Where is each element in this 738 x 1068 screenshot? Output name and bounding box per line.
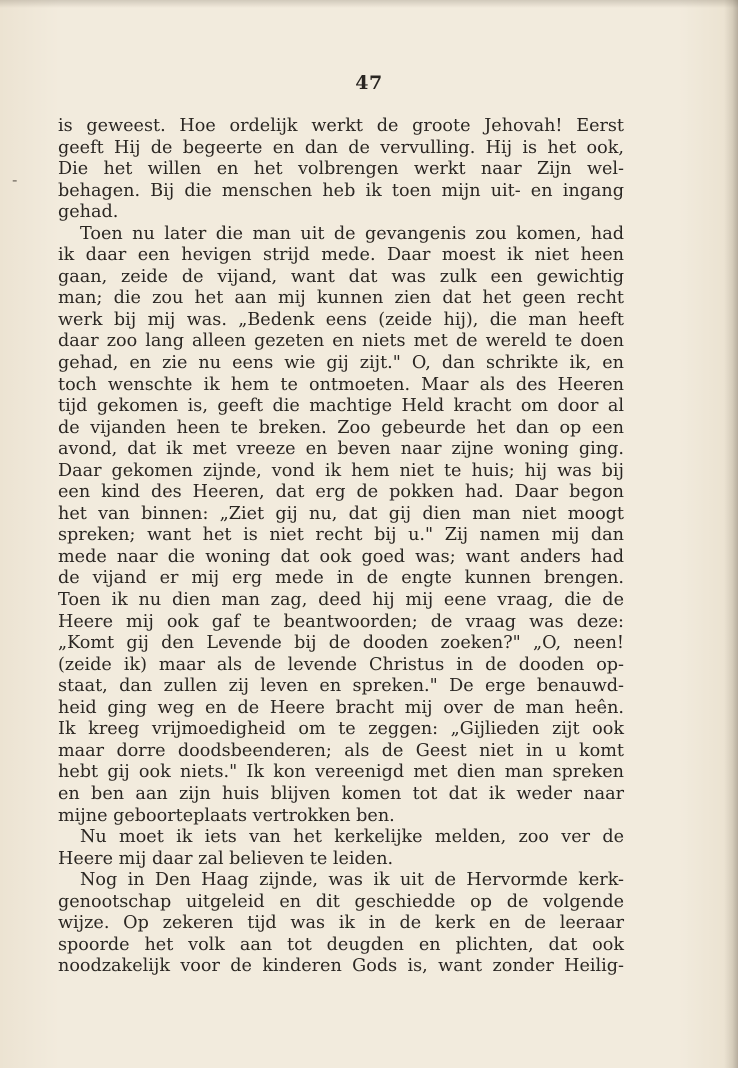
page-top-shadow xyxy=(0,0,738,8)
text-line: werk bij mij was. „Bedenk eens (zeide hij), die man heeft xyxy=(58,309,624,330)
text-line: Ik kreeg vrijmoedigheid om te zeggen: „Gijlieden zijt ook xyxy=(58,719,624,740)
text-line: Nog in Den Haag zijnde, was ik uit de Hervormde kerk- xyxy=(80,870,624,891)
text-line: het van binnen: „Ziet gij nu, dat gij dien man niet moogt xyxy=(58,503,624,524)
text-line: noodzakelijk voor de kinderen Gods is, want zonder Heilig- xyxy=(58,956,624,977)
text-line: genootschap uitgeleid en dit geschiedde op de volgende xyxy=(58,891,624,912)
text-line: Heere mij ook gaf te beantwoorden; de vraag was deze: xyxy=(58,611,624,632)
text-line: man; die zou het aan mij kunnen zien dat het geen recht xyxy=(58,288,624,309)
text-line: staat, dan zullen zij leven en spreken." De erge benauwd- xyxy=(58,676,624,697)
text-line: en ben aan zijn huis blijven komen tot dat ik weder naar xyxy=(58,783,624,804)
text-line: hebt gij ook niets." Ik kon vereenigd met dien man spreken xyxy=(58,762,624,783)
text-line: mijne geboorteplaats vertrokken ben. xyxy=(58,805,395,826)
text-line: gaan, zeide de vijand, want dat was zulk een gewichtig xyxy=(58,266,624,287)
text-line: „Komt gij den Levende bij de dooden zoeken?" „O, neen! xyxy=(58,633,624,654)
text-line: behagen. Bij die menschen heb ik toen mijn uit- en ingang xyxy=(58,180,624,201)
text-line: Toen ik nu dien man zag, deed hij mij eene vraag, die de xyxy=(58,590,624,611)
text-line: de vijanden heen te breken. Zoo gebeurde het dan op een xyxy=(58,417,624,438)
text-line: geeft Hij de begeerte en dan de vervulling. Hij is het ook, xyxy=(58,137,624,158)
text-line: spoorde het volk aan tot deugden en plichten, dat ook xyxy=(58,934,624,955)
text-line: wijze. Op zekeren tijd was ik in de kerk en de leeraar xyxy=(58,913,624,934)
body-text xyxy=(58,116,624,978)
text-line: Heere mij daar zal believen te leiden. xyxy=(58,848,394,869)
page-right-edge xyxy=(724,0,738,1068)
text-line: Die het willen en het volbrengen werkt naar Zijn wel- xyxy=(58,159,624,180)
page-number: 47 xyxy=(355,72,383,94)
text-line: spreken; want het is niet recht bij u." Zij namen mij dan xyxy=(58,525,624,546)
text-line: is geweest. Hoe ordelijk werkt de groote Jehovah! Eerst xyxy=(58,116,624,136)
text-line: Daar gekomen zijnde, vond ik hem niet te huis; hij was bij xyxy=(58,460,624,481)
text-line: een kind des Heeren, dat erg de pokken had. Daar begon xyxy=(58,482,624,503)
text-line: gehad, en zie nu eens wie gij zijt." O, dan schrikte ik, en xyxy=(58,353,624,374)
text-line: Toen nu later die man uit de gevangenis zou komen, had xyxy=(80,223,624,244)
text-line: gehad. xyxy=(58,202,119,223)
text-line: daar zoo lang alleen gezeten en niets met de wereld te doen xyxy=(58,331,624,352)
text-line: heid ging weg en de Heere bracht mij over de man heên. xyxy=(58,697,624,718)
text-line: avond, dat ik met vreeze en beven naar zijne woning ging. xyxy=(58,439,624,460)
text-line: toch wenschte ik hem te ontmoeten. Maar als des Heeren xyxy=(58,374,624,395)
text-line: Nu moet ik iets van het kerkelijke melden, zoo ver de xyxy=(80,827,624,848)
text-line: (zeide ik) maar als de levende Christus in de dooden op- xyxy=(58,654,624,675)
text-line: maar dorre doodsbeenderen; als de Geest niet in u komt xyxy=(58,740,624,761)
text-line: de vijand er mij erg mede in de engte kunnen brengen. xyxy=(58,568,624,589)
margin-mark: - xyxy=(12,171,18,189)
text-line: ik daar een hevigen strijd mede. Daar moest ik niet heen xyxy=(58,245,624,266)
text-line: tijd gekomen is, geeft die machtige Held kracht om door al xyxy=(58,396,624,417)
text-line: mede naar die woning dat ook goed was; want anders had xyxy=(58,546,624,567)
